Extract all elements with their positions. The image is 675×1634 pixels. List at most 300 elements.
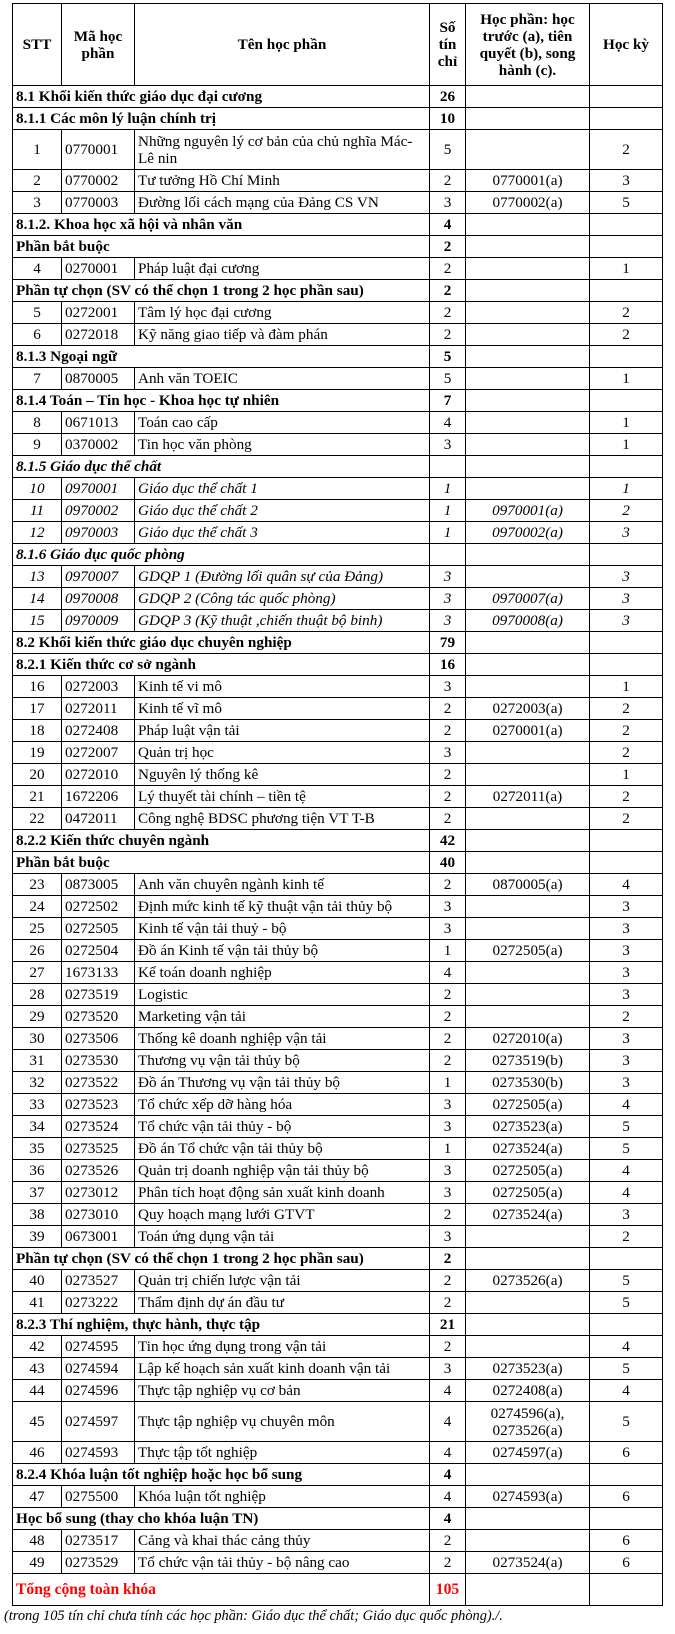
course-row	[13, 1028, 663, 1050]
empty-cell	[466, 654, 590, 676]
course-credits: 2	[430, 324, 466, 346]
course-semester: 4	[590, 1380, 663, 1402]
course-name: Quy hoạch mạng lưới GTVT	[135, 1204, 430, 1226]
course-credits: 2	[430, 1006, 466, 1028]
section-title: Học bổ sung (thay cho khóa luận TN)	[13, 1508, 430, 1530]
empty-cell	[590, 830, 663, 852]
course-semester: 5	[590, 1292, 663, 1314]
section-row	[13, 1248, 663, 1270]
course-code: 0275500	[62, 1486, 135, 1508]
course-stt: 4	[13, 258, 62, 280]
course-stt: 1	[13, 130, 62, 170]
course-credits: 2	[430, 1204, 466, 1226]
course-stt: 45	[13, 1402, 62, 1442]
total-row	[13, 1574, 663, 1606]
course-credits: 3	[430, 1116, 466, 1138]
course-credits: 3	[430, 1182, 466, 1204]
course-credits: 2	[430, 1292, 466, 1314]
course-row	[13, 1336, 663, 1358]
course-stt: 6	[13, 324, 62, 346]
course-prerequisites	[466, 412, 590, 434]
course-code: 0873005	[62, 874, 135, 896]
course-name: Khóa luận tốt nghiệp	[135, 1486, 430, 1508]
course-semester: 2	[590, 698, 663, 720]
course-row	[13, 412, 663, 434]
section-title: Phần tự chọn (SV có thể chọn 1 trong 2 học phần sau)	[13, 280, 430, 302]
course-semester: 2	[590, 1006, 663, 1028]
course-semester: 6	[590, 1530, 663, 1552]
course-prerequisites: 0272505(a)	[466, 1094, 590, 1116]
section-credits: 4	[430, 1508, 466, 1530]
course-name: Kinh tế vận tải thuỷ - bộ	[135, 918, 430, 940]
course-credits: 3	[430, 896, 466, 918]
course-prerequisites: 0272003(a)	[466, 698, 590, 720]
course-semester: 1	[590, 676, 663, 698]
course-credits: 2	[430, 720, 466, 742]
course-prerequisites	[466, 434, 590, 456]
course-semester: 2	[590, 742, 663, 764]
section-title: 8.2.4 Khóa luận tốt nghiệp hoặc học bổ sung	[13, 1464, 430, 1486]
course-code: 0273526	[62, 1160, 135, 1182]
course-row	[13, 786, 663, 808]
section-credits: 7	[430, 390, 466, 412]
course-credits: 2	[430, 1336, 466, 1358]
empty-cell	[590, 86, 663, 108]
course-stt: 18	[13, 720, 62, 742]
empty-cell	[466, 456, 590, 478]
course-prerequisites	[466, 918, 590, 940]
course-row	[13, 324, 663, 346]
course-credits: 2	[430, 764, 466, 786]
course-prerequisites	[466, 962, 590, 984]
course-stt: 24	[13, 896, 62, 918]
course-row	[13, 896, 663, 918]
course-prerequisites: 0272505(a)	[466, 1160, 590, 1182]
course-credits: 3	[430, 1160, 466, 1182]
course-row	[13, 940, 663, 962]
section-row	[13, 1508, 663, 1530]
course-name: Logistic	[135, 984, 430, 1006]
course-semester: 3	[590, 1028, 663, 1050]
course-prerequisites: 0273523(a)	[466, 1116, 590, 1138]
course-row	[13, 258, 663, 280]
empty-cell	[590, 852, 663, 874]
course-name: Giáo dục thể chất 3	[135, 522, 430, 544]
course-code: 0273222	[62, 1292, 135, 1314]
curriculum-table	[12, 3, 663, 1606]
section-title: 8.1.2. Khoa học xã hội và nhân văn	[13, 214, 430, 236]
course-code: 0970003	[62, 522, 135, 544]
course-prerequisites	[466, 302, 590, 324]
course-prerequisites	[466, 324, 590, 346]
course-code: 0270001	[62, 258, 135, 280]
section-row	[13, 456, 663, 478]
course-credits: 4	[430, 1380, 466, 1402]
course-stt: 14	[13, 588, 62, 610]
course-semester: 6	[590, 1552, 663, 1574]
course-name: Pháp luật đại cương	[135, 258, 430, 280]
course-semester: 5	[590, 1358, 663, 1380]
course-name: Công nghệ BDSC phương tiện VT T-B	[135, 808, 430, 830]
section-title: Phần bắt buộc	[13, 852, 430, 874]
course-code: 0770001	[62, 130, 135, 170]
course-semester: 3	[590, 918, 663, 940]
course-stt: 15	[13, 610, 62, 632]
course-stt: 33	[13, 1094, 62, 1116]
course-stt: 27	[13, 962, 62, 984]
course-semester: 3	[590, 940, 663, 962]
course-name: Thực tập tốt nghiệp	[135, 1442, 430, 1464]
course-stt: 28	[13, 984, 62, 1006]
section-row	[13, 1464, 663, 1486]
course-semester: 3	[590, 1072, 663, 1094]
empty-cell	[466, 852, 590, 874]
course-code: 0274594	[62, 1358, 135, 1380]
section-title: 8.1.5 Giáo dục thể chất	[13, 456, 430, 478]
course-prerequisites: 0273530(b)	[466, 1072, 590, 1094]
course-prerequisites: 0273526(a)	[466, 1270, 590, 1292]
course-semester: 3	[590, 522, 663, 544]
course-code: 0274593	[62, 1442, 135, 1464]
course-credits: 4	[430, 1402, 466, 1442]
section-credits: 21	[430, 1314, 466, 1336]
course-semester: 4	[590, 1182, 663, 1204]
course-row	[13, 192, 663, 214]
course-name: GDQP 3 (Kỹ thuật ,chiến thuật bộ binh)	[135, 610, 430, 632]
course-credits: 1	[430, 1138, 466, 1160]
course-prerequisites	[466, 676, 590, 698]
section-row	[13, 544, 663, 566]
course-row	[13, 588, 663, 610]
course-semester: 2	[590, 500, 663, 522]
empty-cell	[590, 236, 663, 258]
course-prerequisites: 0770002(a)	[466, 192, 590, 214]
course-stt: 13	[13, 566, 62, 588]
course-row	[13, 1270, 663, 1292]
course-semester: 1	[590, 434, 663, 456]
course-code: 0273522	[62, 1072, 135, 1094]
footnote: (trong 105 tín chỉ chưa tính các học phần: Giáo dục thể chất; Giáo dục quốc phòng)./.	[4, 1608, 503, 1624]
course-stt: 40	[13, 1270, 62, 1292]
course-semester: 6	[590, 1486, 663, 1508]
course-prerequisites	[466, 1530, 590, 1552]
course-name: Tin học ứng dụng trong vận tải	[135, 1336, 430, 1358]
course-semester: 3	[590, 896, 663, 918]
section-row	[13, 1314, 663, 1336]
course-credits: 2	[430, 258, 466, 280]
section-credits: 10	[430, 108, 466, 130]
empty-cell	[590, 1508, 663, 1530]
course-prerequisites	[466, 984, 590, 1006]
table-body	[13, 86, 663, 1606]
course-code: 1672206	[62, 786, 135, 808]
empty-cell	[590, 1574, 663, 1606]
course-credits: 2	[430, 1530, 466, 1552]
course-semester: 1	[590, 258, 663, 280]
course-name: GDQP 1 (Đường lối quân sự của Đảng)	[135, 566, 430, 588]
course-credits: 3	[430, 1358, 466, 1380]
empty-cell	[466, 1574, 590, 1606]
course-row	[13, 1442, 663, 1464]
course-credits: 2	[430, 1270, 466, 1292]
course-code: 0273530	[62, 1050, 135, 1072]
course-prerequisites	[466, 808, 590, 830]
course-prerequisites: 0272505(a)	[466, 1182, 590, 1204]
course-credits: 3	[430, 676, 466, 698]
empty-cell	[590, 1464, 663, 1486]
course-code: 0272408	[62, 720, 135, 742]
course-stt: 17	[13, 698, 62, 720]
course-credits: 3	[430, 192, 466, 214]
course-name: Tâm lý học đại cương	[135, 302, 430, 324]
section-title: 8.2.1 Kiến thức cơ sở ngành	[13, 654, 430, 676]
course-credits: 2	[430, 786, 466, 808]
course-name: Đồ án Kinh tế vận tải thủy bộ	[135, 940, 430, 962]
course-row	[13, 808, 663, 830]
course-semester: 2	[590, 808, 663, 830]
course-credits: 1	[430, 522, 466, 544]
course-row	[13, 522, 663, 544]
course-row	[13, 610, 663, 632]
course-row	[13, 676, 663, 698]
course-name: Cảng và khai thác cảng thủy	[135, 1530, 430, 1552]
course-credits: 1	[430, 500, 466, 522]
section-title: 8.1.3 Ngoại ngữ	[13, 346, 430, 368]
course-prerequisites	[466, 1006, 590, 1028]
course-code: 0273520	[62, 1006, 135, 1028]
curriculum-table-container	[12, 3, 662, 1606]
course-prerequisites	[466, 130, 590, 170]
course-row	[13, 1552, 663, 1574]
course-semester: 2	[590, 302, 663, 324]
course-prerequisites	[466, 1292, 590, 1314]
course-row	[13, 962, 663, 984]
course-name: Anh văn TOEIC	[135, 368, 430, 390]
section-title: 8.1.4 Toán – Tin học - Khoa học tự nhiên	[13, 390, 430, 412]
course-row	[13, 698, 663, 720]
course-code: 0273012	[62, 1182, 135, 1204]
course-row	[13, 1006, 663, 1028]
course-stt: 49	[13, 1552, 62, 1574]
course-name: Anh văn chuyên ngành kinh tế	[135, 874, 430, 896]
empty-cell	[466, 280, 590, 302]
empty-cell	[590, 280, 663, 302]
course-name: Toán cao cấp	[135, 412, 430, 434]
course-row	[13, 1138, 663, 1160]
course-name: Giáo dục thể chất 1	[135, 478, 430, 500]
course-prerequisites: 0273524(a)	[466, 1552, 590, 1574]
table-header-row	[13, 4, 663, 86]
course-code: 0472011	[62, 808, 135, 830]
course-stt: 47	[13, 1486, 62, 1508]
course-prerequisites	[466, 258, 590, 280]
course-prerequisites: 0273523(a)	[466, 1358, 590, 1380]
course-stt: 30	[13, 1028, 62, 1050]
course-row	[13, 500, 663, 522]
course-code: 1673133	[62, 962, 135, 984]
course-semester: 2	[590, 720, 663, 742]
course-stt: 16	[13, 676, 62, 698]
course-prerequisites	[466, 478, 590, 500]
course-semester: 3	[590, 962, 663, 984]
header-credits: Số tín chỉ	[430, 4, 466, 86]
course-prerequisites: 0273524(a)	[466, 1204, 590, 1226]
course-name: Marketing vận tải	[135, 1006, 430, 1028]
course-stt: 8	[13, 412, 62, 434]
empty-cell	[466, 1248, 590, 1270]
course-credits: 1	[430, 478, 466, 500]
course-semester: 3	[590, 610, 663, 632]
course-credits: 2	[430, 1028, 466, 1050]
empty-cell	[466, 544, 590, 566]
course-credits: 3	[430, 1094, 466, 1116]
course-stt: 31	[13, 1050, 62, 1072]
course-stt: 34	[13, 1116, 62, 1138]
course-name: Quản trị học	[135, 742, 430, 764]
header-semester: Học kỳ	[590, 4, 663, 86]
course-name: Định mức kinh tế kỹ thuật vận tải thủy bộ	[135, 896, 430, 918]
course-code: 0273010	[62, 1204, 135, 1226]
course-credits: 2	[430, 1552, 466, 1574]
section-credits: 79	[430, 632, 466, 654]
section-credits: 42	[430, 830, 466, 852]
course-row	[13, 434, 663, 456]
course-semester: 2	[590, 130, 663, 170]
course-prerequisites: 0272505(a)	[466, 940, 590, 962]
course-credits: 4	[430, 412, 466, 434]
course-credits: 2	[430, 808, 466, 830]
course-code: 0970001	[62, 478, 135, 500]
course-semester: 5	[590, 1138, 663, 1160]
course-semester: 4	[590, 1094, 663, 1116]
course-name: Nguyên lý thống kê	[135, 764, 430, 786]
course-stt: 23	[13, 874, 62, 896]
course-stt: 19	[13, 742, 62, 764]
section-row	[13, 654, 663, 676]
section-title: 8.2 Khối kiến thức giáo dục chuyên nghiệp	[13, 632, 430, 654]
empty-cell	[590, 1248, 663, 1270]
course-semester: 3	[590, 1050, 663, 1072]
course-name: Kế toán doanh nghiệp	[135, 962, 430, 984]
course-semester: 3	[590, 984, 663, 1006]
header-prerequisites: Học phần: học trước (a), tiên quyết (b), song hành (c).	[466, 4, 590, 86]
section-row	[13, 280, 663, 302]
course-stt: 48	[13, 1530, 62, 1552]
course-row	[13, 566, 663, 588]
course-stt: 7	[13, 368, 62, 390]
empty-cell	[466, 86, 590, 108]
course-prerequisites	[466, 896, 590, 918]
course-stt: 9	[13, 434, 62, 456]
course-prerequisites: 0970002(a)	[466, 522, 590, 544]
course-name: Tổ chức vận tải thủy - bộ	[135, 1116, 430, 1138]
course-prerequisites: 0274593(a)	[466, 1486, 590, 1508]
course-name: Phân tích hoạt động sản xuất kinh doanh	[135, 1182, 430, 1204]
course-credits: 3	[430, 1226, 466, 1248]
section-credits: 4	[430, 214, 466, 236]
course-semester: 5	[590, 1116, 663, 1138]
course-credits: 2	[430, 1050, 466, 1072]
course-semester: 4	[590, 1336, 663, 1358]
section-credits: 2	[430, 236, 466, 258]
course-code: 0273523	[62, 1094, 135, 1116]
course-semester: 6	[590, 1442, 663, 1464]
course-name: Kinh tế vĩ mô	[135, 698, 430, 720]
course-row	[13, 1072, 663, 1094]
section-title: 8.2.3 Thí nghiệm, thực hành, thực tập	[13, 1314, 430, 1336]
course-prerequisites	[466, 1336, 590, 1358]
course-credits: 4	[430, 1442, 466, 1464]
course-semester: 2	[590, 786, 663, 808]
course-name: Thẩm định dự án đầu tư	[135, 1292, 430, 1314]
section-credits	[430, 544, 466, 566]
course-semester: 4	[590, 874, 663, 896]
course-row	[13, 764, 663, 786]
section-row	[13, 108, 663, 130]
course-code: 0272010	[62, 764, 135, 786]
course-code: 0671013	[62, 412, 135, 434]
course-credits: 3	[430, 918, 466, 940]
course-stt: 36	[13, 1160, 62, 1182]
course-credits: 2	[430, 874, 466, 896]
course-name: Tư tưởng Hồ Chí Minh	[135, 170, 430, 192]
empty-cell	[466, 1508, 590, 1530]
course-prerequisites: 0274597(a)	[466, 1442, 590, 1464]
section-row	[13, 852, 663, 874]
empty-cell	[466, 236, 590, 258]
course-semester: 3	[590, 1204, 663, 1226]
course-name: Quản trị chiến lược vận tải	[135, 1270, 430, 1292]
course-code: 0370002	[62, 434, 135, 456]
course-prerequisites	[466, 764, 590, 786]
course-stt: 39	[13, 1226, 62, 1248]
course-code: 0970009	[62, 610, 135, 632]
course-row	[13, 368, 663, 390]
course-stt: 10	[13, 478, 62, 500]
header-course-code: Mã học phần	[62, 4, 135, 86]
course-semester: 4	[590, 1160, 663, 1182]
section-row	[13, 86, 663, 108]
course-code: 0272007	[62, 742, 135, 764]
empty-cell	[590, 544, 663, 566]
section-title: Phần bắt buộc	[13, 236, 430, 258]
empty-cell	[590, 632, 663, 654]
course-name: Thực tập nghiệp vụ chuyên môn	[135, 1402, 430, 1442]
course-stt: 35	[13, 1138, 62, 1160]
course-name: Pháp luật vận tải	[135, 720, 430, 742]
course-prerequisites	[466, 1226, 590, 1248]
course-code: 0970002	[62, 500, 135, 522]
course-credits: 3	[430, 588, 466, 610]
course-code: 0272505	[62, 918, 135, 940]
course-code: 0870005	[62, 368, 135, 390]
section-row	[13, 346, 663, 368]
course-code: 0274596	[62, 1380, 135, 1402]
section-credits: 2	[430, 1248, 466, 1270]
course-row	[13, 918, 663, 940]
course-row	[13, 720, 663, 742]
course-stt: 42	[13, 1336, 62, 1358]
section-credits: 40	[430, 852, 466, 874]
course-semester: 1	[590, 478, 663, 500]
empty-cell	[590, 108, 663, 130]
course-stt: 29	[13, 1006, 62, 1028]
course-name: Quản trị doanh nghiệp vận tải thủy bộ	[135, 1160, 430, 1182]
course-row	[13, 742, 663, 764]
course-stt: 5	[13, 302, 62, 324]
course-stt: 21	[13, 786, 62, 808]
course-credits: 3	[430, 566, 466, 588]
